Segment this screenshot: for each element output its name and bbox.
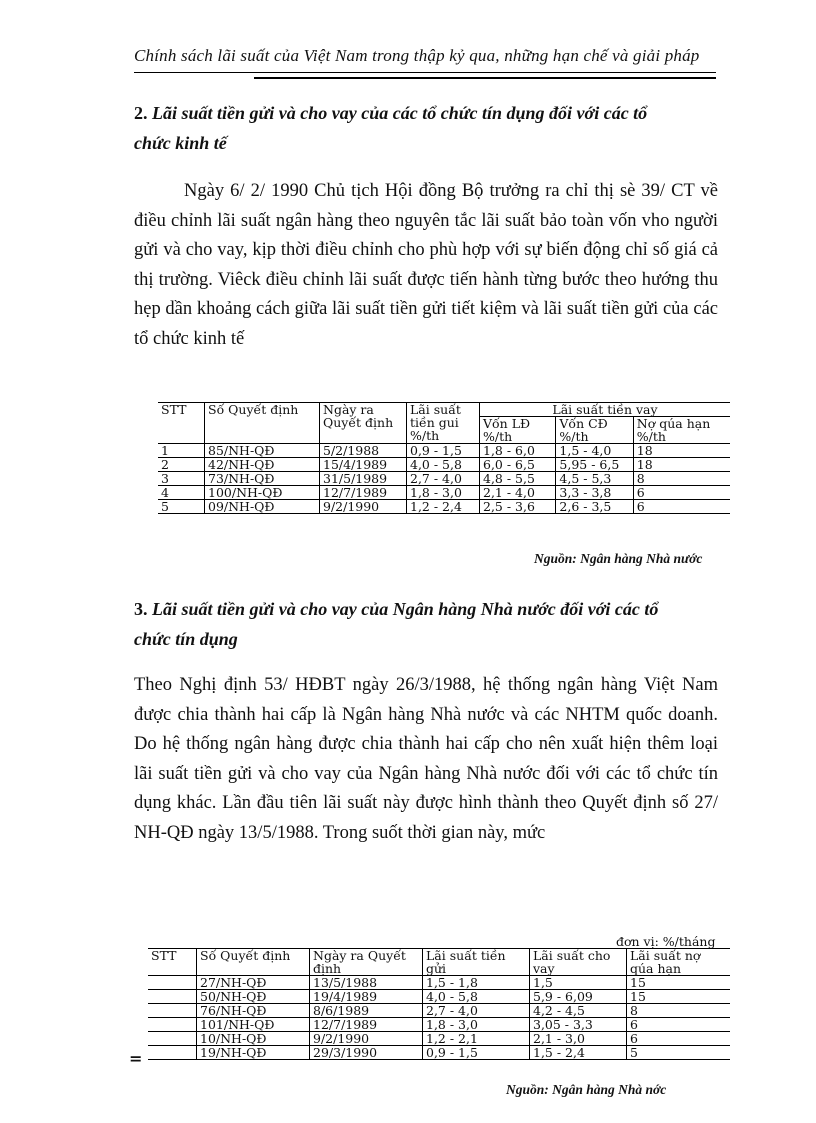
header-rule-thick <box>254 77 716 79</box>
cell: 18 <box>633 458 730 472</box>
section-title-line2: chức tín dụng <box>134 629 238 649</box>
section-title-line1: Lãi suất tiền gửi và cho vay của các tổ chức tín dụng đối với các tổ <box>152 103 648 123</box>
table-row <box>158 444 730 458</box>
cell: 6 <box>627 1018 731 1032</box>
paragraph-text: Ngày 6/ 2/ 1990 Chủ tịch Hội đồng Bộ trưởng ra chỉ thị sè 39/ CT về điều chỉnh lãi suất ngân hàng theo nguyên tắc lãi suất bảo toàn vốn vho người gửi và cho vay, kịp thời điều chỉnh cho phù hợp với sự biến động chỉ số giá cả thị trường. Viêck điều chỉnh lãi suất được tiến hành từng bước theo hướng thu hẹp dần khoảng cách giữa lãi suất tiền gửi tiết kiệm và lãi suất tiền gửi của các tổ chức kinh tế <box>134 181 718 349</box>
cell: 2,7 - 4,0 <box>407 472 480 486</box>
cell: 8/6/1989 <box>310 1004 423 1018</box>
cell: 50/NH-QĐ <box>197 990 310 1004</box>
section-number: 3. <box>134 599 148 619</box>
cell: 2,1 - 3,0 <box>530 1032 627 1046</box>
table-2 <box>148 948 730 1060</box>
cell: 12/7/1989 <box>320 486 407 500</box>
col-date: Ngày ra Quyết định <box>310 949 423 976</box>
cell: 0,9 - 1,5 <box>407 444 480 458</box>
cell: 6 <box>627 1032 731 1046</box>
cell: 73/NH-QĐ <box>205 472 320 486</box>
col-cd: Vốn CĐ %/th <box>556 417 633 444</box>
cell: 6,0 - 6,5 <box>480 458 556 472</box>
cell: 3,3 - 3,8 <box>556 486 633 500</box>
cell: 27/NH-QĐ <box>197 976 310 990</box>
cell: 85/NH-QĐ <box>205 444 320 458</box>
cell: 1,5 - 1,8 <box>423 976 530 990</box>
col-loan: Lãi suất cho vay <box>530 949 627 976</box>
cell: 2,6 - 3,5 <box>556 500 633 514</box>
table-row <box>148 990 730 1004</box>
cell: 1 <box>158 444 205 458</box>
cell: 1,2 - 2,4 <box>407 500 480 514</box>
cell: 18 <box>633 444 730 458</box>
col-deposit: Lãi suất tiền gửi <box>423 949 530 976</box>
cell: 6 <box>633 500 730 514</box>
cell: 2,5 - 3,6 <box>480 500 556 514</box>
cell: 9/2/1990 <box>320 500 407 514</box>
cell: 76/NH-QĐ <box>197 1004 310 1018</box>
col-overdue: Nợ qúa hạn %/th <box>633 417 730 444</box>
col-decision: Số Quyết định <box>197 949 310 976</box>
col-overdue: Lãi suất nợ qúa hạn <box>627 949 731 976</box>
cell: 1,5 <box>530 976 627 990</box>
cell <box>148 1018 197 1032</box>
cell: 4,2 - 4,5 <box>530 1004 627 1018</box>
cell: 31/5/1989 <box>320 472 407 486</box>
cell: 3 <box>158 472 205 486</box>
cell: 1,2 - 2,1 <box>423 1032 530 1046</box>
col-deposit: Lãi suất tiền gui %/th <box>407 403 480 444</box>
cell: 100/NH-QĐ <box>205 486 320 500</box>
cell: 13/5/1988 <box>310 976 423 990</box>
section-title-line2: chức kinh tế <box>134 133 227 153</box>
cell <box>148 1032 197 1046</box>
cell: 5,95 - 6,5 <box>556 458 633 472</box>
cell: 4 <box>158 486 205 500</box>
table-row <box>148 1004 730 1018</box>
col-decision: Số Quyết định <box>205 403 320 444</box>
section-2-heading <box>134 98 724 158</box>
header-rule <box>134 72 716 73</box>
col-date: Ngày ra Quyết định <box>320 403 407 444</box>
col-ld: Vốn LĐ %/th <box>480 417 556 444</box>
section-number: 2. <box>134 103 148 123</box>
page-header: Chính sách lãi suất của Việt Nam trong thập kỷ qua, những hạn chế và giải pháp <box>134 46 700 65</box>
cell: 5 <box>627 1046 731 1060</box>
cell: 2 <box>158 458 205 472</box>
table-row <box>148 976 730 990</box>
section-title-line1: Lãi suất tiền gửi và cho vay của Ngân hàng Nhà nước đối với các tổ <box>152 599 659 619</box>
table-row <box>158 500 730 514</box>
table-row <box>148 1018 730 1032</box>
cell: 9/2/1990 <box>310 1032 423 1046</box>
col-loan-group: Lãi suất tiền vay <box>480 403 731 417</box>
col-stt: STT <box>148 949 197 976</box>
cell <box>148 990 197 1004</box>
paragraph-text: Theo Nghị định 53/ HĐBT ngày 26/3/1988, hệ thống ngân hàng Việt Nam được chia thành hai cấp là Ngân hàng Nhà nước và các NHTM quốc doanh. Do hệ thống ngân hàng được chia thành hai cấp cho nên xuất hiện thêm loại lãi suất tiền gửi và cho vay của Ngân hàng Nhà nước đối với các tổ chức tín dụng khác. Lần đầu tiên lãi suất này được hình thành theo Quyết định số 27/ NH-QĐ ngày 13/5/1988. Trong suốt thời gian này, mức <box>134 675 718 843</box>
margin-marker: = <box>129 1049 143 1068</box>
cell: 1,5 - 4,0 <box>556 444 633 458</box>
cell: 09/NH-QĐ <box>205 500 320 514</box>
table-row <box>158 472 730 486</box>
cell <box>148 1004 197 1018</box>
cell: 1,8 - 3,0 <box>423 1018 530 1032</box>
cell <box>148 976 197 990</box>
cell: 2,7 - 4,0 <box>423 1004 530 1018</box>
cell: 15/4/1989 <box>320 458 407 472</box>
cell: 2,1 - 4,0 <box>480 486 556 500</box>
paragraph-1 <box>134 177 718 354</box>
cell: 3,05 - 3,3 <box>530 1018 627 1032</box>
cell: 8 <box>627 1004 731 1018</box>
cell: 5,9 - 6,09 <box>530 990 627 1004</box>
cell: 5 <box>158 500 205 514</box>
table-1-source: Nguồn: Ngân hàng Nhà nước <box>534 551 703 566</box>
cell: 6 <box>633 486 730 500</box>
cell: 1,8 - 3,0 <box>407 486 480 500</box>
table-row <box>158 458 730 472</box>
cell: 1,8 - 6,0 <box>480 444 556 458</box>
cell: 101/NH-QĐ <box>197 1018 310 1032</box>
cell: 42/NH-QĐ <box>205 458 320 472</box>
cell: 0,9 - 1,5 <box>423 1046 530 1060</box>
cell: 29/3/1990 <box>310 1046 423 1060</box>
cell: 19/NH-QĐ <box>197 1046 310 1060</box>
table-2-unit: đơn vị: %/tháng <box>616 934 716 949</box>
cell <box>148 1046 197 1060</box>
cell: 4,5 - 5,3 <box>556 472 633 486</box>
paragraph-2 <box>134 671 718 848</box>
section-3-heading <box>134 594 724 654</box>
table-1 <box>158 402 730 514</box>
cell: 4,0 - 5,8 <box>407 458 480 472</box>
cell: 4,0 - 5,8 <box>423 990 530 1004</box>
table-2-source: Nguồn: Ngân hàng Nhà nớc <box>506 1082 667 1097</box>
cell: 4,8 - 5,5 <box>480 472 556 486</box>
cell: 15 <box>627 990 731 1004</box>
table-row <box>148 1046 730 1060</box>
table-row <box>158 486 730 500</box>
table-row <box>148 1032 730 1046</box>
cell: 19/4/1989 <box>310 990 423 1004</box>
cell: 8 <box>633 472 730 486</box>
cell: 5/2/1988 <box>320 444 407 458</box>
col-stt: STT <box>158 403 205 444</box>
cell: 15 <box>627 976 731 990</box>
cell: 1,5 - 2,4 <box>530 1046 627 1060</box>
cell: 10/NH-QĐ <box>197 1032 310 1046</box>
cell: 12/7/1989 <box>310 1018 423 1032</box>
